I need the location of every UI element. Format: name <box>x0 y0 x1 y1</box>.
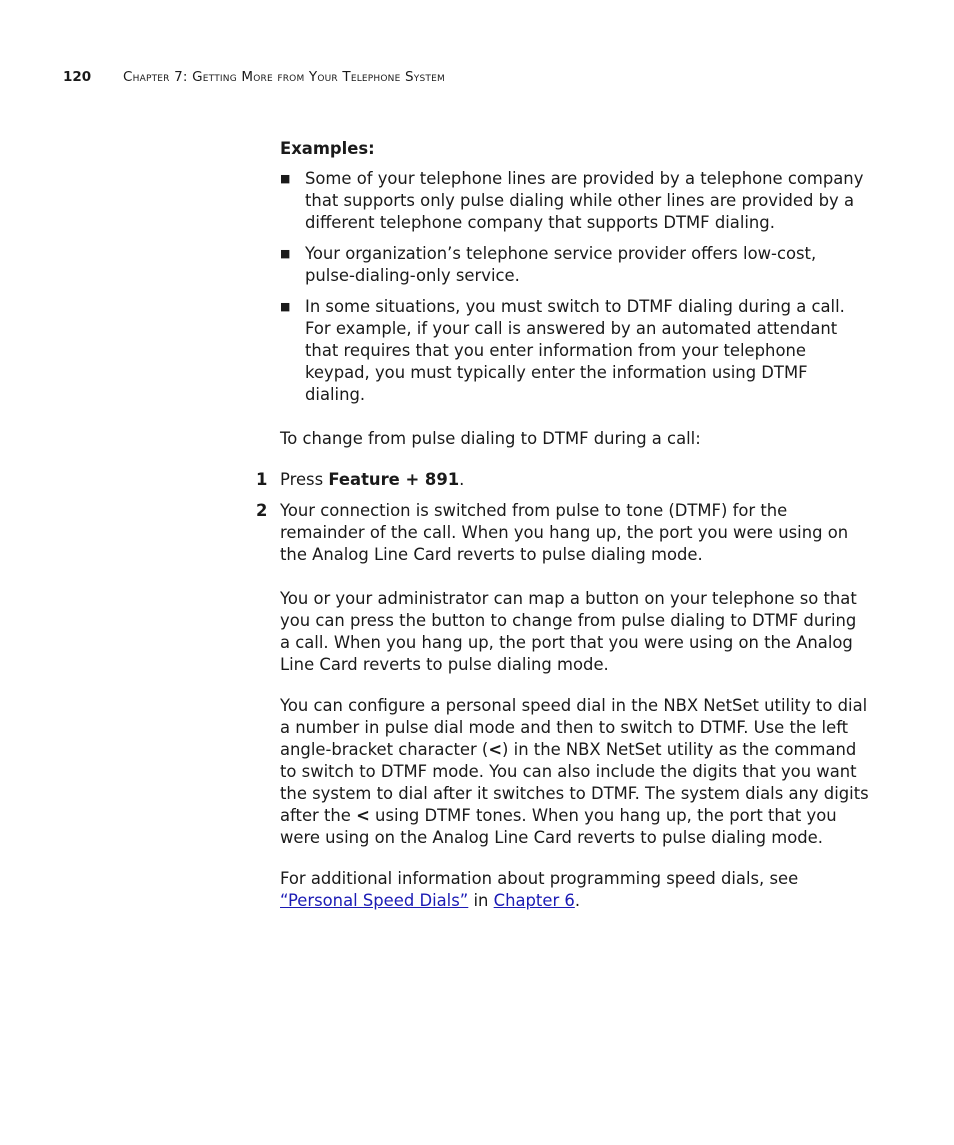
list-item-text: Your organization’s telephone service provider offers low-cost, pulse-dialing-only service. <box>305 244 817 285</box>
procedure-intro: To change from pulse dialing to DTMF during a call: <box>280 429 701 448</box>
key-sequence: Feature + 891 <box>328 470 460 489</box>
more-info-suffix: . <box>574 891 581 910</box>
list-item-text: In some situations, you must switch to DTMF dialing during a call. For example, if your call is answered by an automated attendant that requires that you enter information from your telephone keypad, you must typically enter the information using DTMF dialing. <box>305 297 845 404</box>
chapter-6-link[interactable]: Chapter 6 <box>493 891 575 910</box>
running-header <box>63 67 445 87</box>
speed-dial-text-1: You can configure a personal speed dial in the NBX NetSet utility to dial a number in pulse dial mode and then to switch to DTMF. Use the left angle-bracket character ( <box>280 696 868 759</box>
more-info-prefix: For additional information about programming speed dials, see <box>280 869 799 888</box>
step-1 <box>256 469 870 491</box>
page-content <box>256 138 870 912</box>
square-bullet-icon: ■ <box>280 172 291 185</box>
angle-bracket-character: < <box>488 740 503 759</box>
examples-list <box>280 168 870 406</box>
step-text-prefix: Press <box>280 470 329 489</box>
map-button-paragraph: You or your administrator can map a button on your telephone so that you can press the button to change from pulse dialing to DTMF during a call. When you hang up, the port that you were using on the Analog Line Card reverts to pulse dialing mode. <box>280 589 857 674</box>
list-item <box>280 243 870 287</box>
angle-bracket-character: < <box>356 806 370 825</box>
speed-dial-text-3: using DTMF tones. When you hang up, the port that you were using on the Analog Line Card reverts to pulse dialing mode. <box>280 806 837 847</box>
list-item <box>280 296 870 406</box>
square-bullet-icon: ■ <box>280 300 291 313</box>
step-text-suffix: . <box>459 470 465 489</box>
page-number: 120 <box>63 69 92 85</box>
speed-dial-text-2: ) in the NBX NetSet utility as the command to switch to DTMF mode. You can also include the digits that you want the system to dial after it switches to DTMF. The system dials any digits after the <box>280 740 869 825</box>
more-info-middle: in <box>468 891 494 910</box>
square-bullet-icon: ■ <box>280 247 291 260</box>
more-info-paragraph <box>280 868 870 912</box>
list-item-text: Some of your telephone lines are provided by a telephone company that supports only pulse dialing while other lines are provided by a different telephone company that supports DTMF dialing. <box>305 169 864 232</box>
list-item <box>280 168 870 234</box>
step-text: Your connection is switched from pulse to tone (DTMF) for the remainder of the call. When you hang up, the port you were using on the Analog Line Card reverts to pulse dialing mode. <box>280 501 849 564</box>
step-number: 2 <box>256 501 268 520</box>
step-number: 1 <box>256 470 268 489</box>
examples-heading: Examples: <box>280 139 375 158</box>
personal-speed-dials-link[interactable]: “Personal Speed Dials” <box>280 891 469 910</box>
chapter-title: Chapter 7: Getting More from Your Telephone System <box>123 69 445 85</box>
step-2 <box>256 500 870 566</box>
procedure-steps <box>256 469 870 566</box>
speed-dial-paragraph <box>280 695 870 849</box>
